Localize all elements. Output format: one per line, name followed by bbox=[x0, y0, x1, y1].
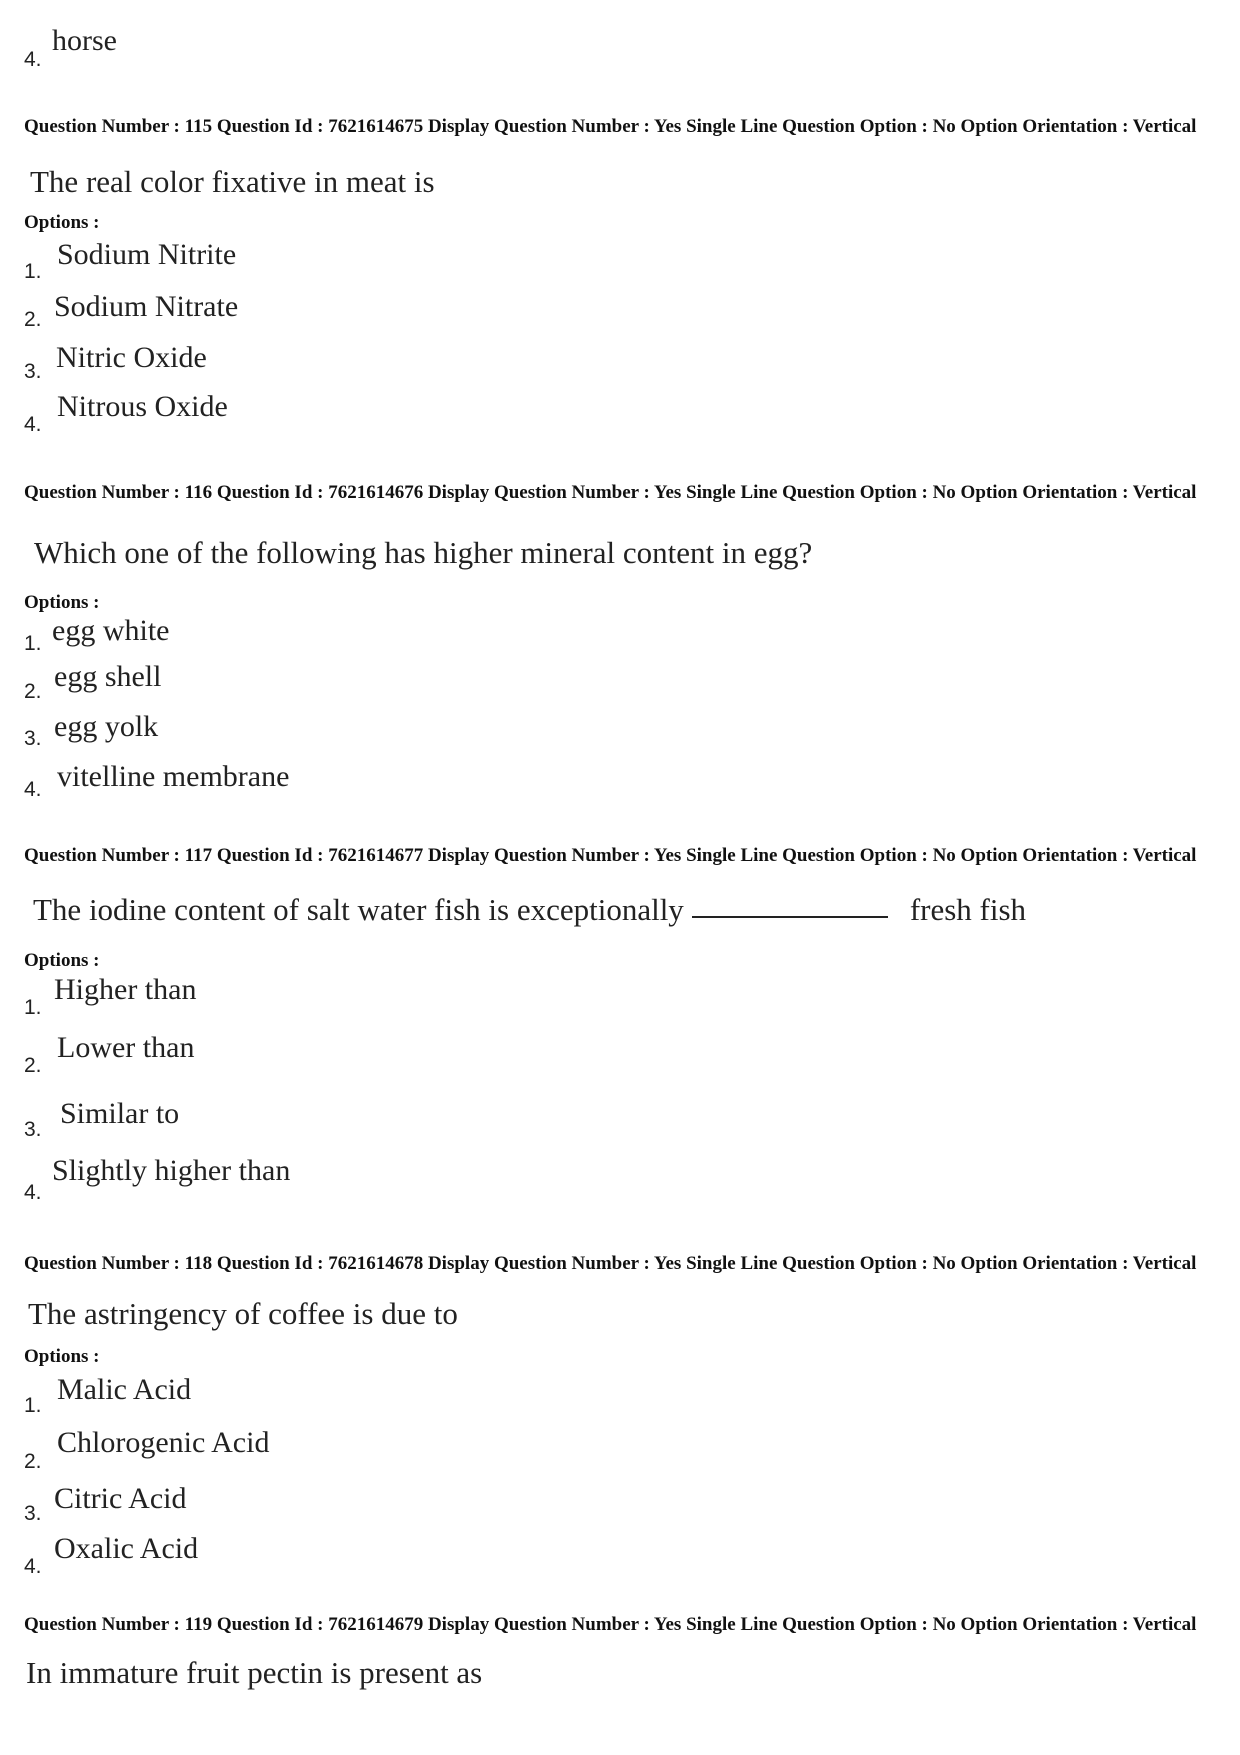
option-text: vitelline membrane bbox=[57, 760, 290, 793]
option-text: egg white bbox=[52, 614, 170, 647]
question-meta: Question Number : 116 Question Id : 7621614676 Display Question Number : Yes Single Line Question Option : No Option Orientation : Vertical bbox=[24, 482, 1197, 503]
option-text: Slightly higher than bbox=[52, 1154, 291, 1187]
option-text: Lower than bbox=[57, 1031, 195, 1064]
option-number: 1. bbox=[24, 996, 42, 1019]
option-text: Chlorogenic Acid bbox=[57, 1426, 270, 1459]
option-number: 1. bbox=[24, 260, 42, 283]
option-text: Citric Acid bbox=[54, 1482, 187, 1515]
question-text bbox=[33, 892, 1026, 928]
question-text: Which one of the following has higher mineral content in egg? bbox=[34, 535, 813, 570]
options-label: Options : bbox=[24, 1346, 100, 1367]
option-text: egg shell bbox=[54, 660, 162, 693]
option-number: 1. bbox=[24, 632, 42, 655]
question-text-after: fresh fish bbox=[909, 892, 1027, 927]
option-text: Similar to bbox=[60, 1097, 180, 1130]
option-text: Higher than bbox=[54, 973, 197, 1006]
option-number: 3. bbox=[24, 1502, 42, 1525]
option-text: Malic Acid bbox=[57, 1373, 192, 1406]
question-meta: Question Number : 118 Question Id : 7621614678 Display Question Number : Yes Single Line Question Option : No Option Orientation : Vertical bbox=[24, 1253, 1197, 1274]
option-text: Sodium Nitrate bbox=[54, 290, 239, 323]
question-meta: Question Number : 119 Question Id : 7621614679 Display Question Number : Yes Single Line Question Option : No Option Orientation : Vertical bbox=[24, 1614, 1197, 1635]
option-text: horse bbox=[52, 24, 117, 57]
fill-in-blank-line bbox=[692, 915, 888, 918]
option-number: 4. bbox=[24, 413, 42, 436]
option-text: Nitrous Oxide bbox=[57, 390, 228, 423]
option-number: 2. bbox=[24, 1450, 42, 1473]
option-text: Oxalic Acid bbox=[54, 1532, 199, 1565]
question-text: The astringency of coffee is due to bbox=[28, 1296, 458, 1331]
option-number: 2. bbox=[24, 680, 42, 703]
option-text: Nitric Oxide bbox=[56, 341, 207, 374]
option-number: 1. bbox=[24, 1394, 42, 1417]
question-text: The real color fixative in meat is bbox=[30, 164, 435, 199]
question-meta: Question Number : 115 Question Id : 7621614675 Display Question Number : Yes Single Line Question Option : No Option Orientation : Vertical bbox=[24, 116, 1197, 137]
question-text: In immature fruit pectin is present as bbox=[26, 1655, 483, 1690]
options-label: Options : bbox=[24, 592, 100, 613]
option-number: 3. bbox=[24, 360, 42, 383]
option-number: 3. bbox=[24, 727, 42, 750]
option-number: 4. bbox=[24, 778, 42, 801]
option-number: 2. bbox=[24, 1054, 42, 1077]
option-number: 4. bbox=[24, 1555, 42, 1578]
options-label: Options : bbox=[24, 212, 100, 233]
option-text: egg yolk bbox=[54, 710, 159, 743]
options-label: Options : bbox=[24, 950, 100, 971]
option-number: 4. bbox=[24, 48, 42, 71]
option-number: 2. bbox=[24, 308, 42, 331]
question-text-before: The iodine content of salt water fish is exceptionally bbox=[33, 892, 684, 927]
option-number: 3. bbox=[24, 1118, 42, 1141]
option-number: 4. bbox=[24, 1181, 42, 1204]
question-meta: Question Number : 117 Question Id : 7621614677 Display Question Number : Yes Single Line Question Option : No Option Orientation : Vertical bbox=[24, 845, 1197, 866]
option-text: Sodium Nitrite bbox=[57, 238, 237, 271]
